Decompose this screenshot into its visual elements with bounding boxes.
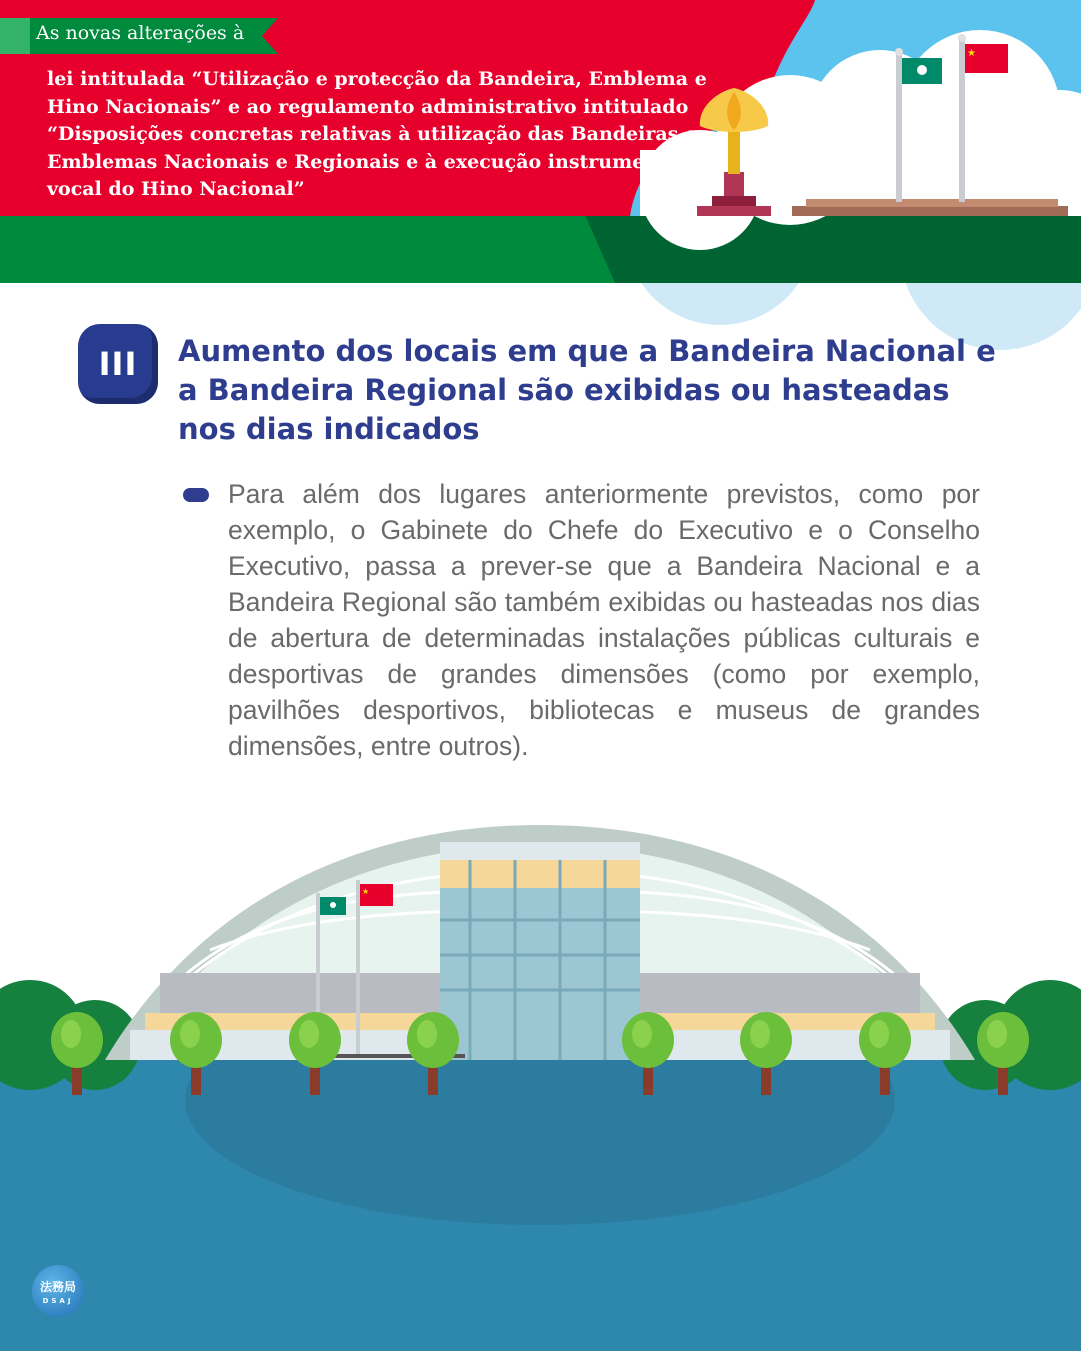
bullet-text: Para além dos lugares anteriormente previstos, como por exemplo, o Gabinete do Chefe do Executivo e o Conselho Executivo, passa a prever-se que a Bandeira Nacional e a Bandeira Regional são também exibidas ou hasteadas nos dias de abertura de determinadas instalações públicas culturais e desportivas de grandes dimensões (como por exemplo, pavilhões desportivos, bibliotecas e museus de grandes dimensões, entre outros). [228, 479, 980, 761]
svg-text:★: ★ [967, 48, 976, 59]
logo-chinese: 法務局 [39, 1280, 76, 1294]
ribbon-label: As novas alterações à [36, 22, 245, 44]
svg-text:★: ★ [362, 887, 370, 896]
ribbon-highlight [0, 18, 30, 54]
glass-tower [440, 842, 640, 1060]
logo-abbr: DSAJ [42, 1297, 74, 1305]
section-title: Aumento dos locais em que a Bandeira Nacional e a Bandeira Regional são exibidas ou hasteadas nos dias indicados [178, 334, 996, 446]
section-number-badge: III [78, 324, 158, 404]
bullet-icon [183, 488, 209, 502]
dsaj-logo [32, 1265, 84, 1317]
header-title: lei intitulada “Utilização e protecção da Bandeira, Emblema e Hino Nacionais” e ao regulamento administrativo intitulado “Disposições concretas relativas à utilização das Bandeiras e Emblemas Nacionais e Regionais e à execução instrumental e vocal do Hino Nacional” [47, 68, 707, 200]
